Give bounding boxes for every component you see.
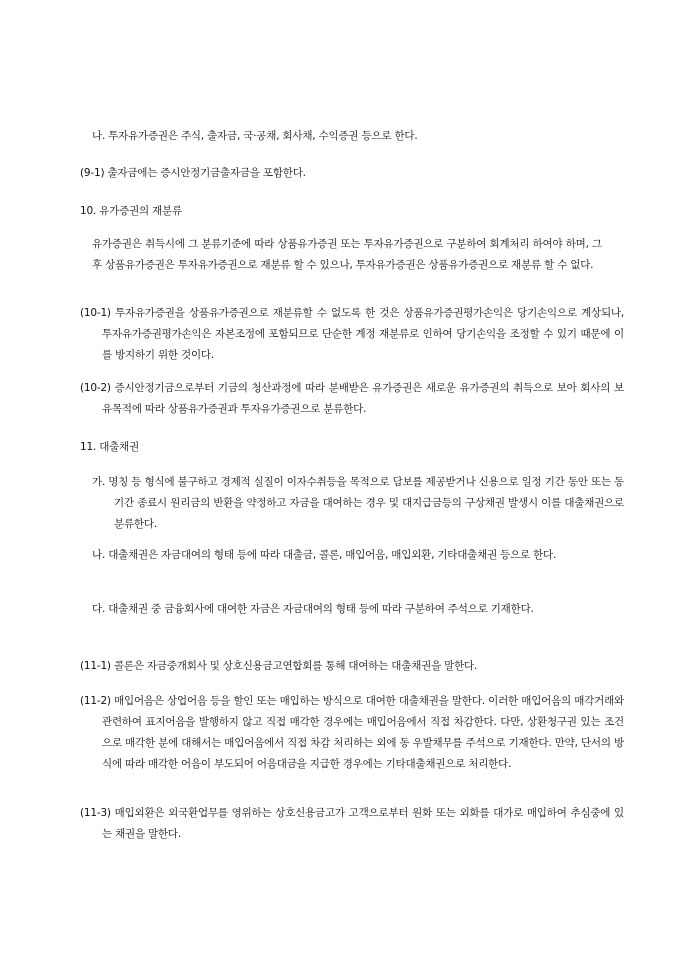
paragraph-note-10-2: (10-2) 증시안정기금으로부터 기금의 청산과정에 따라 분배받은 유가증권은 새로운 유가증권의 취득으로 보아 회사의 보유목적에 따라 상품유가증권과 투자유가증권으로 분류한다. bbox=[80, 382, 624, 415]
paragraph-securities-types: 나. 투자유가증권은 주식, 출자금, 국·공채, 회사채, 수익증권 등으로 한다. bbox=[92, 130, 418, 142]
paragraph-note-11-1: (11-1) 콜론은 자금중개회사 및 상호신용금고연합회를 통해 대여하는 대출채권을 말한다. bbox=[80, 660, 478, 672]
paragraph-11-ga: 가. 명칭 등 형식에 불구하고 경제적 실질이 이자수취등을 목적으로 담보를 제공받거나 신용으로 일정 기간 동안 또는 동 기간 종료시 원리금의 반환을 약정하고 자금을 대여하는 경우 및 대지급금등의 구상채권 발생시 이를 대출채권으로 분류한다. bbox=[92, 476, 624, 530]
paragraph-11-da: 다. 대출채권 중 금융회사에 대여한 자금은 자금대여의 형태 등에 따라 구분하여 주석으로 기재한다. bbox=[92, 603, 534, 615]
section-heading-10: 10. 유가증권의 재분류 bbox=[80, 205, 182, 217]
paragraph-11-na: 나. 대출채권은 자금대여의 형태 등에 따라 대출금, 콜론, 매입어음, 매입외환, 기타대출채권 등으로 한다. bbox=[92, 549, 557, 561]
paragraph-reclassification: 유가증권은 취득시에 그 분류기준에 따라 상품유가증권 또는 투자유가증권으로 구분하여 회계처리 하여야 하며, 그 후 상품유가증권은 투자유가증권으로 재분류 할 수 있으나, 투자유가증권은 상품유가증권으로 재분류 할 수 없다. bbox=[92, 238, 602, 271]
paragraph-note-10-1: (10-1) 투자유가증권을 상품유가증권으로 재분류할 수 없도록 한 것은 상품유가증권평가손익은 당기손익으로 계상되나, 투자유가증권평가손익은 자본조정에 포함되므로 단순한 계정 재분류로 인하여 당기손익을 조정할 수 있기 때문에 이를 방지하기 위한 것이다. bbox=[80, 307, 624, 361]
paragraph-note-11-3: (11-3) 매입외환은 외국환업무를 영위하는 상호신용금고가 고객으로부터 원화 또는 외화를 대가로 매입하여 추심중에 있는 채권을 말한다. bbox=[80, 807, 624, 840]
paragraph-note-9-1: (9-1) 출자금에는 증시안정기금출자금을 포함한다. bbox=[80, 167, 306, 179]
section-heading-11: 11. 대출채권 bbox=[80, 441, 140, 453]
paragraph-note-11-2: (11-2) 매입어음은 상업어음 등을 할인 또는 매입하는 방식으로 대여한 대출채권을 말한다. 이러한 매입어음의 매각거래와 관련하여 표지어음을 발행하지 않고 직접 매각한 경우에는 매입어음에서 직접 차감한다. 다만, 상환청구권 있는 조건으로 매각한 분에 대해서는 매입어음에서 직접 차감 처리하는 외에 동 우발채무를 주석으로 기재한다. 만약, 단서의 방식에 따라 매각한 어음이 부도되어 어음대금을 지급한 경우에는 기타대출채권으로 처리한다. bbox=[80, 695, 624, 770]
